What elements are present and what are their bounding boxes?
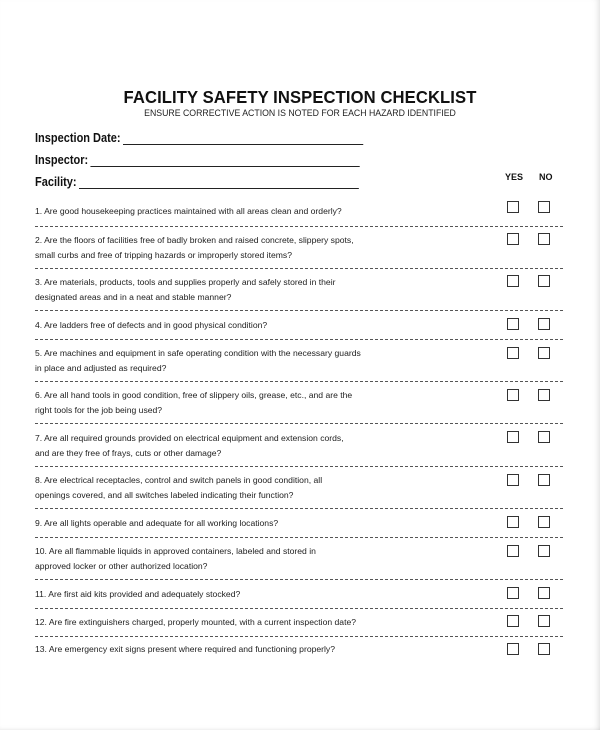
facility-field[interactable] — [35, 175, 359, 189]
no-checkbox-11[interactable] — [538, 587, 550, 599]
checklist-item-8 — [35, 473, 495, 503]
checklist-item-text: designated areas and in a neat and stable manner? — [35, 292, 232, 302]
checklist-item-4 — [35, 318, 495, 333]
checklist-item-text: 2. Are the floors of facilities free of badly broken and raised concrete, slippery spots, — [35, 235, 354, 245]
checklist-item-text: in place and adjusted as required? — [35, 363, 167, 373]
yes-column-header: YES — [505, 172, 524, 182]
yes-checkbox-5[interactable] — [507, 347, 519, 359]
checklist-item-text: 5. Are machines and equipment in safe operating condition with the necessary guards — [35, 348, 361, 358]
yes-checkbox-11[interactable] — [507, 587, 519, 599]
row-separator — [35, 608, 563, 609]
facility-line[interactable] — [79, 176, 359, 189]
yes-checkbox-1[interactable] — [507, 201, 519, 213]
row-separator — [35, 423, 563, 424]
row-separator — [35, 381, 563, 382]
no-checkbox-3[interactable] — [538, 275, 550, 287]
inspector-field[interactable] — [35, 153, 360, 167]
checklist-item-text: 1. Are good housekeeping practices maintained with all areas clean and orderly? — [35, 206, 342, 216]
checklist-item-12 — [35, 615, 495, 630]
no-checkbox-10[interactable] — [538, 545, 550, 557]
checklist-item-text: 12. Are fire extinguishers charged, properly mounted, with a current inspection date? — [35, 617, 357, 627]
checklist-item-5 — [35, 346, 495, 376]
row-separator — [35, 579, 563, 580]
yes-checkbox-3[interactable] — [507, 275, 519, 287]
document-title: FACILITY SAFETY INSPECTION CHECKLIST — [123, 87, 477, 107]
yes-checkbox-13[interactable] — [507, 643, 519, 655]
facility-label: Facility: — [35, 175, 77, 189]
checklist-item-text: 6. Are all hand tools in good condition, free of slippery oils, grease, etc., and are the — [35, 390, 353, 400]
checklist-item-3 — [35, 275, 495, 305]
checklist-item-text: 11. Are first aid kits provided and adequately stocked? — [35, 589, 241, 599]
inspection-date-label: Inspection Date: — [35, 131, 121, 145]
no-checkbox-6[interactable] — [538, 389, 550, 401]
document-subtitle: ENSURE CORRECTIVE ACTION IS NOTED FOR EACH HAZARD IDENTIFIED — [144, 108, 456, 119]
no-checkbox-13[interactable] — [538, 643, 550, 655]
row-separator — [35, 310, 563, 311]
no-checkbox-1[interactable] — [538, 201, 550, 213]
checklist-item-1 — [35, 204, 495, 219]
yes-checkbox-10[interactable] — [507, 545, 519, 557]
checklist-item-text: openings covered, and all switches labeled indicating their function? — [35, 490, 294, 500]
row-separator — [35, 339, 563, 340]
no-column-header: NO — [539, 172, 553, 182]
yes-checkbox-12[interactable] — [507, 615, 519, 627]
checklist-item-9 — [35, 516, 495, 531]
no-checkbox-8[interactable] — [538, 474, 550, 486]
checklist-item-7 — [35, 431, 495, 461]
no-checkbox-12[interactable] — [538, 615, 550, 627]
no-checkbox-5[interactable] — [538, 347, 550, 359]
row-separator — [35, 268, 563, 269]
yes-checkbox-8[interactable] — [507, 474, 519, 486]
checklist-item-text: 13. Are emergency exit signs present where required and functioning properly? — [35, 644, 336, 654]
no-checkbox-9[interactable] — [538, 516, 550, 528]
row-separator — [35, 466, 563, 467]
checklist-item-text: approved locker or other authorized location? — [35, 561, 208, 571]
checklist-item-text: and are they free of frays, cuts or other damage? — [35, 448, 222, 458]
row-separator — [35, 508, 563, 509]
yes-checkbox-4[interactable] — [507, 318, 519, 330]
checklist-item-text: 8. Are electrical receptacles, control and switch panels in good condition, all — [35, 475, 323, 485]
checklist-item-13 — [35, 642, 495, 657]
inspector-label: Inspector: — [35, 153, 89, 167]
inspection-date-field[interactable] — [35, 131, 363, 145]
checklist-item-text: 3. Are materials, products, tools and supplies properly and safely stored in their — [35, 277, 336, 287]
checklist-item-text: right tools for the job being used? — [35, 405, 163, 415]
inspection-date-line[interactable] — [123, 132, 363, 145]
yes-checkbox-6[interactable] — [507, 389, 519, 401]
checklist-item-2 — [35, 233, 495, 263]
checklist-item-10 — [35, 544, 495, 574]
yes-checkbox-2[interactable] — [507, 233, 519, 245]
checklist-item-text: 7. Are all required grounds provided on electrical equipment and extension cords, — [35, 433, 344, 443]
no-checkbox-7[interactable] — [538, 431, 550, 443]
row-separator — [35, 636, 563, 637]
yes-checkbox-9[interactable] — [507, 516, 519, 528]
row-separator — [35, 537, 563, 538]
inspector-line[interactable] — [91, 154, 360, 167]
row-separator — [35, 226, 563, 227]
no-checkbox-4[interactable] — [538, 318, 550, 330]
yes-checkbox-7[interactable] — [507, 431, 519, 443]
checklist-item-6 — [35, 388, 495, 418]
checklist-item-text: small curbs and free of tripping hazards or improperly stored items? — [35, 250, 292, 260]
checklist-item-text: 10. Are all flammable liquids in approved containers, labeled and stored in — [35, 546, 316, 556]
no-checkbox-2[interactable] — [538, 233, 550, 245]
checklist-item-text: 4. Are ladders free of defects and in good physical condition? — [35, 320, 268, 330]
checklist-item-11 — [35, 587, 495, 602]
checklist-item-text: 9. Are all lights operable and adequate for all working locations? — [35, 518, 279, 528]
